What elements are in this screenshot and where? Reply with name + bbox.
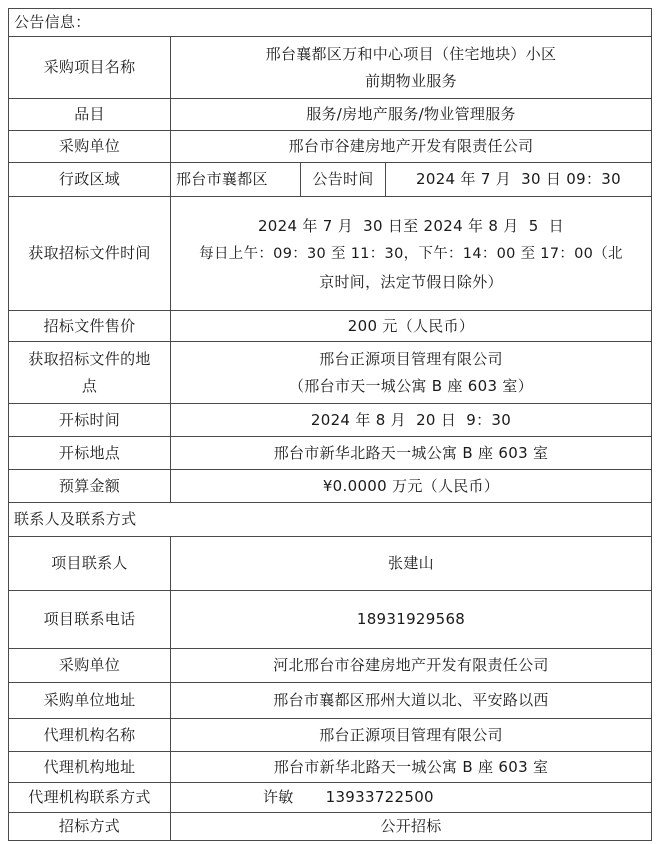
agency-contact-name: 许敏 bbox=[263, 788, 294, 806]
contact-section-header: 联系人及联系方式 bbox=[14, 510, 137, 528]
doc-place-address: （邢台市天一城公寓 B 座 603 室） bbox=[289, 376, 533, 395]
doc-time-note: 京时间，法定节假日除外） bbox=[319, 272, 503, 291]
region-value: 邢台市襄都区 bbox=[176, 170, 268, 188]
doc-time-label: 获取招标文件时间 bbox=[28, 244, 151, 262]
announce-time-label: 公告时间 bbox=[312, 170, 374, 188]
buyer-value: 邢台市谷建房地产开发有限责任公司 bbox=[288, 137, 534, 155]
doc-price-value: 200 元（人民币） bbox=[347, 316, 475, 335]
project-name-value bbox=[171, 37, 651, 98]
doc-time-value bbox=[171, 197, 651, 310]
project-phone-value: 18931929568 bbox=[356, 610, 466, 628]
project-phone-label: 项目联系电话 bbox=[43, 610, 136, 628]
notice-section-header: 公告信息： bbox=[14, 13, 91, 31]
open-time-value: 2024 年 8 月 20 日 9：30 bbox=[310, 410, 512, 429]
budget-value: ¥0.0000 万元（人民币） bbox=[322, 476, 500, 495]
region-label: 行政区域 bbox=[58, 170, 121, 188]
agency-contact-phone: 13933722500 bbox=[325, 788, 434, 806]
contact-buyer-value: 河北邢台市谷建房地产开发有限责任公司 bbox=[273, 656, 549, 674]
category-value: 服务/房地产服务/物业管理服务 bbox=[306, 105, 516, 123]
agency-address-label: 代理机构地址 bbox=[43, 757, 136, 776]
doc-price-label: 招标文件售价 bbox=[43, 316, 136, 335]
open-place-label: 开标地点 bbox=[58, 443, 121, 462]
doc-time-dates: 2024 年 7 月 30 日至 2024 年 8 月 5 日 bbox=[257, 216, 564, 235]
announce-time-value: 2024 年 7 月 30 日 09：30 bbox=[416, 170, 621, 188]
agency-contact-value bbox=[258, 783, 643, 812]
project-name-line2: 前期物业服务 bbox=[365, 71, 457, 90]
project-contact-label: 项目联系人 bbox=[51, 554, 128, 572]
method-label: 招标方式 bbox=[58, 817, 121, 835]
agency-address-value: 邢台市新华北路天一城公寓 B 座 603 室 bbox=[273, 757, 549, 776]
table-border-bottom bbox=[8, 840, 652, 841]
agency-contact-label: 代理机构联系方式 bbox=[28, 788, 151, 806]
budget-label: 预算金额 bbox=[58, 476, 121, 495]
contact-buyer-label: 采购单位 bbox=[58, 656, 121, 674]
agency-name-value: 邢台正源项目管理有限公司 bbox=[319, 725, 503, 744]
doc-place-label-line2: 点 bbox=[81, 376, 98, 395]
open-time-label: 开标时间 bbox=[58, 410, 121, 429]
buyer-label: 采购单位 bbox=[58, 137, 121, 155]
category-label: 品目 bbox=[74, 105, 105, 123]
buyer-address-value: 邢台市襄都区邢州大道以北、平安路以西 bbox=[273, 691, 549, 709]
doc-place-label bbox=[9, 342, 170, 403]
doc-place-value bbox=[171, 342, 651, 403]
doc-time-hours: 每日上午：09：30 至 11：30，下午：14：00 至 17：00（北 bbox=[199, 245, 623, 262]
open-place-value: 邢台市新华北路天一城公寓 B 座 603 室 bbox=[273, 443, 549, 462]
buyer-address-label: 采购单位地址 bbox=[43, 691, 136, 709]
doc-place-company: 邢台正源项目管理有限公司 bbox=[319, 349, 503, 368]
table-border-right bbox=[651, 8, 652, 841]
project-contact-value: 张建山 bbox=[388, 554, 434, 572]
doc-place-label-line1: 获取招标文件的地 bbox=[28, 349, 151, 368]
method-value: 公开招标 bbox=[380, 817, 442, 835]
project-name-line1: 邢台襄都区万和中心项目（住宅地块）小区 bbox=[265, 44, 557, 63]
project-name-label: 采购项目名称 bbox=[43, 58, 136, 76]
agency-name-label: 代理机构名称 bbox=[43, 725, 136, 744]
